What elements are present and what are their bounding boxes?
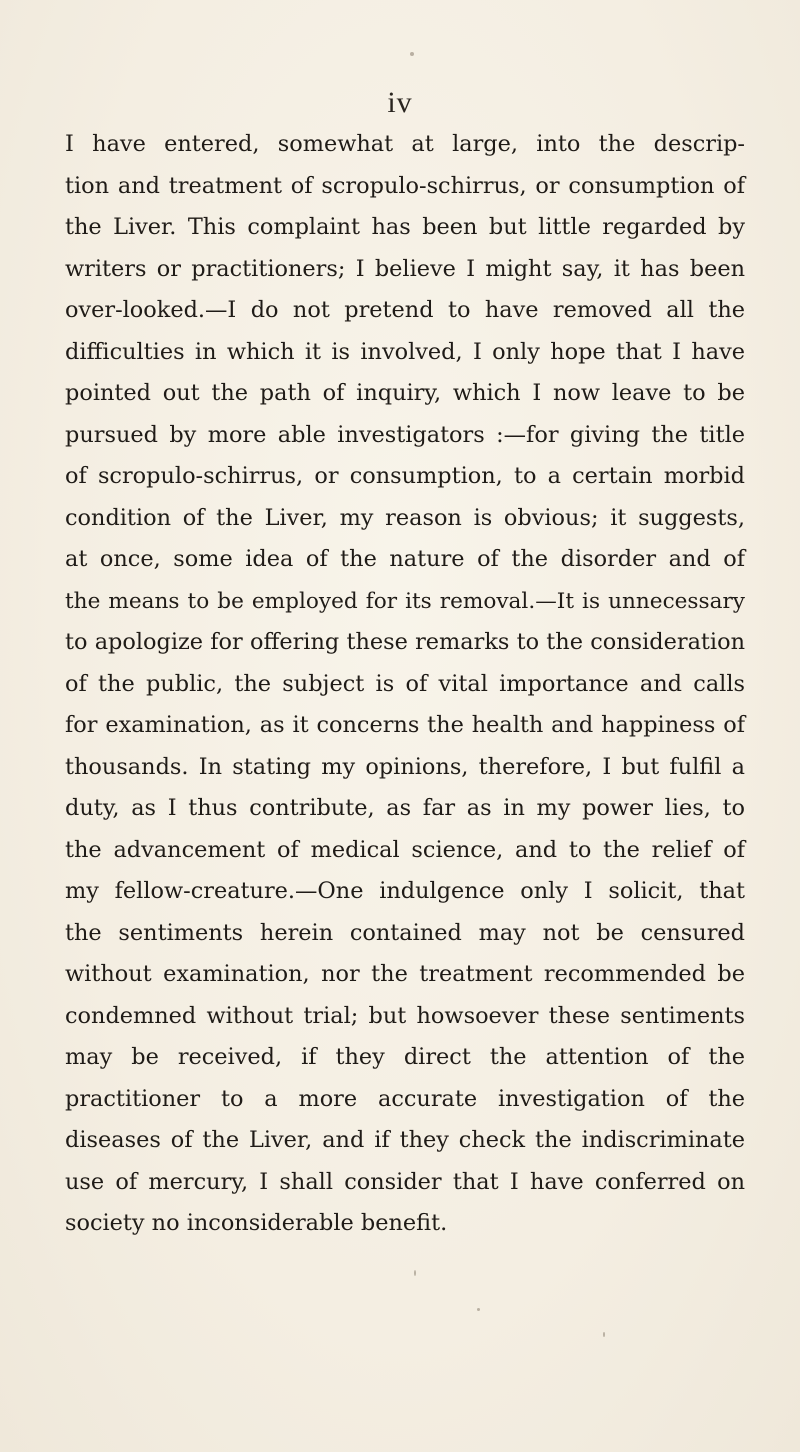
page-number: iv [387, 86, 413, 119]
text-line: the means to be employed for its removal.—It is unnecessary [65, 588, 745, 614]
text-line: pursued by more able investigators :—for giving the title [65, 421, 745, 448]
text-line: to apologize for offering these remarks to the consideration [65, 629, 745, 655]
text-line: without examination, nor the treatment recommended be [65, 961, 745, 987]
text-line: pointed out the path of inquiry, which I now leave to be [65, 380, 745, 406]
text-line: at once, some idea of the nature of the disorder and of [65, 546, 745, 572]
text-line: writers or practitioners; I believe I might say, it has been [65, 255, 745, 282]
text-line: of scropulo-schirrus, or consumption, to a certain morbid [65, 463, 745, 489]
text-line: tion and treatment of scropulo-schirrus, or consumption of [65, 172, 745, 199]
text-line: my fellow-creature.—One indulgence only I solicit, that [65, 878, 745, 904]
text-line: of the public, the subject is of vital importance and calls [65, 670, 745, 697]
paper-speck [603, 1332, 605, 1337]
text-line: thousands. In stating my opinions, therefore, I but fulfil a [65, 753, 745, 780]
text-line: society no inconsiderable benefit. [65, 1210, 448, 1236]
text-line: condition of the Liver, my reason is obvious; it suggests, [65, 504, 745, 531]
text-line: diseases of the Liver, and if they check the indiscriminate [65, 1127, 745, 1153]
text-line: condemned without trial; but howsoever these sentiments [65, 1002, 745, 1029]
text-line: I have entered, somewhat at large, into the descrip- [65, 131, 745, 157]
paper-speck [410, 52, 414, 56]
text-line: may be received, if they direct the attention of the [65, 1044, 745, 1070]
body-paragraph [65, 124, 745, 1245]
text-line: the Liver. This complaint has been but little regarded by [65, 214, 745, 240]
text-line: the advancement of medical science, and to the relief of [65, 836, 745, 863]
text-line: over-looked.—I do not pretend to have removed all the [65, 297, 745, 323]
text-line: practitioner to a more accurate investigation of the [65, 1085, 745, 1112]
text-line: use of mercury, I shall consider that I have conferred on [65, 1168, 745, 1195]
text-line: for examination, as it concerns the health and happiness of [65, 712, 745, 738]
text-line: duty, as I thus contribute, as far as in my power lies, to [65, 795, 745, 821]
text-line: the sentiments herein contained may not be censured [65, 919, 745, 946]
text-line: difficulties in which it is involved, I only hope that I have [65, 338, 745, 365]
paper-speck [477, 1308, 480, 1311]
paper-speck [414, 1270, 416, 1276]
